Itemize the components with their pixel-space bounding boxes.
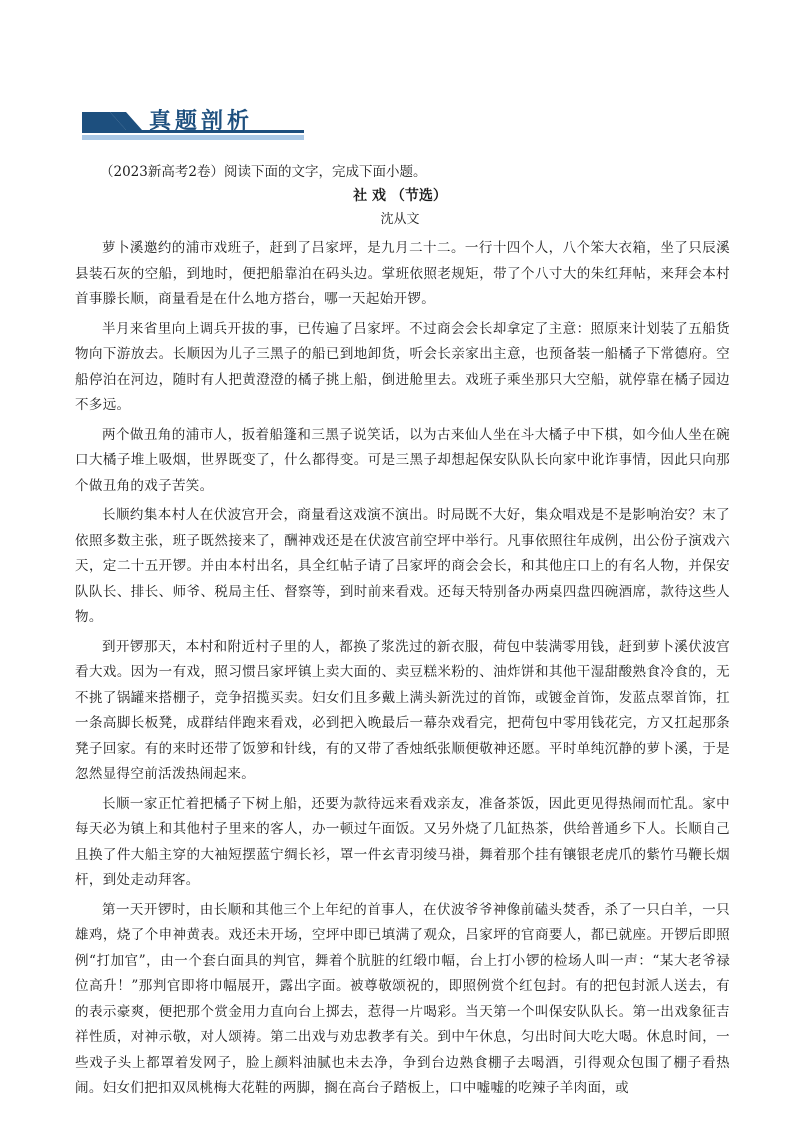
article-body [75,236,730,1106]
paragraph: 长顺约集本村人在伏波宫开会，商量看这戏演不演出。时局既不大好，集众唱戏是不是影响治安？末了依照多数主张，班子既然接来了，酬神戏还是在伏波宫前空坪中举行。凡事依照往年成例，出公份子演戏六天，定二十五开锣。并由本村出名，具全红帖子请了吕家坪的商会会长，和其他庄口上的有名人物，并保安队队长、排长、师爷、税局主任、督察等，到时前来看戏。还每天特别备办两桌四盘四碗酒席，款待这些人物。 [75,507,730,625]
question-intro: （2023新高考2卷）阅读下面的文字，完成下面小题。 [100,164,427,180]
paragraph: 两个做丑角的浦市人，扳着船篷和三黑子说笑话，以为古来仙人坐在斗大橘子中下棋，如今仙人坐在碗口大橘子堆上吸烟，世界既变了，什么都得变。可是三黑子却想起保安队队长向家中讹诈事情，因此只向那个做丑角的戏子苦笑。 [75,426,730,494]
paragraph: 到开锣那天，本村和附近村子里的人，都换了浆洗过的新衣服，荷包中装满零用钱，赶到萝卜溪伏波宫看大戏。因为一有戏，照习惯吕家坪镇上卖大面的、卖豆糕米粉的、油炸饼和其他干湿甜酸熟食冷食的，无不挑了锅罐来搭棚子，竞争招揽买卖。妇女们且多戴上满头新洗过的首饰，或镀金首饰，发蓝点翠首饰，扛一条高脚长板凳，成群结伴跑来看戏，必到把入晚最后一幕杂戏看完，把荷包中零用钱花完，方又扛起那条凳子回家。有的来时还带了饭箩和针线，有的又带了香烛纸张顺便敬神还愿。平时单纯沉静的萝卜溪，于是忽然显得空前活泼热闹起来。 [75,638,730,782]
paragraph: 第一天开锣时，由长顺和其他三个上年纪的首事人，在伏波爷爷神像前磕头焚香，杀了一只白羊，一只雄鸡，烧了个申神黄表。戏还未开场，空坪中即已填满了观众，吕家坪的官商要人，都已就座。开锣后即照例“打加官”，由一个套白面具的判官，舞着个肮脏的红缎巾幅，台上打小锣的检场人叫一声：“某大老爷禄位高升！”那判官即将巾幅展开，露出字面。被尊敬颂祝的，即照例赏个红包封。有的把包封派人送去，有的表示豪爽，便把那个赏金用力直向台上掷去，惹得一片喝彩。当天第一个叫保安队队长。第一出戏象征吉祥性质，对神示敬，对人颂祷。第二出戏与劝忠教孝有关。到中午休息，匀出时间大吃大喝。休息时间，一些戏子头上都罩着发网子，脸上颜料油腻也未去净，争到台边熟食棚子去喝酒，引得观众包围了棚子看热闹。妇女们把扣双凤桃梅大花鞋的两脚，搁在高台子踏板上，口中嘘嘘的吃辣子羊肉面，或 [75,901,730,1096]
section-banner [82,102,304,142]
article-title: 社 戏 （节选） [353,188,447,204]
section-title: 真题剖析 [149,108,254,134]
article-author: 沈从文 [380,212,420,227]
paragraph: 萝卜溪邀约的浦市戏班子，赶到了吕家坪，是九月二十二。一行十四个人，八个笨大衣箱，坐了只辰溪县装石灰的空船，到地时，便把船靠泊在码头边。掌班依照老规矩，带了个八寸大的朱红拜帖，来拜会本村首事滕长顺，商量看是在什么地方搭台，哪一天起始开锣。 [75,240,730,307]
paragraph: 半月来省里向上调兵开拔的事，已传遍了吕家坪。不过商会会长却拿定了主意：照原来计划装了五船货物向下游放去。长顺因为儿子三黑子的船已到地卸货，听会长亲家出主意，也预备装一船橘子下常德府。空船停泊在河边，随时有人把黄澄澄的橘子挑上船，倒进舱里去。戏班子乘坐那只大空船，就停靠在橘子园边不多远。 [75,320,730,413]
paragraph: 长顺一家正忙着把橘子下树上船，还要为款待远来看戏亲友，准备茶饭，因此更见得热闹而忙乱。家中每天必为镇上和其他村子里来的客人，办一顿过午面饭。又另外烧了几缸热茶，供给普通乡下人。长顺自己且换了件大船主穿的大袖短摆蓝宁绸长衫，罩一件玄青羽绫马褂，舞着那个挂有镶银老虎爪的紫竹马鞭长烟杆，到处走动拜客。 [75,795,730,888]
